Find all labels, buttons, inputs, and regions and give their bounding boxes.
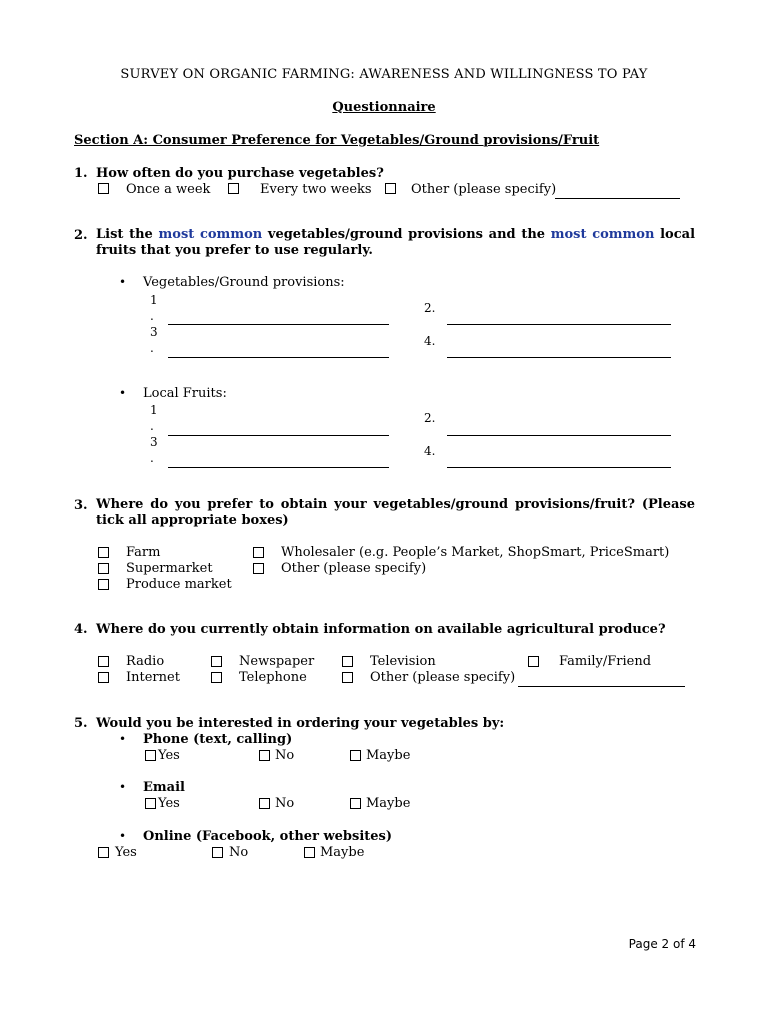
- q2-text-part3: local fruits that you prefer to use regularly.: [96, 227, 696, 258]
- bullet-icon: •: [119, 732, 127, 746]
- q2-fruit-line-3[interactable]: [168, 467, 389, 468]
- q2-text: [96, 227, 695, 259]
- q4-option-family-friend: Family/Friend: [559, 654, 652, 669]
- q2-fruit-line-1[interactable]: [168, 435, 389, 436]
- q2-veg-line-1[interactable]: [168, 324, 389, 325]
- q4-option-telephone: Telephone: [239, 670, 307, 685]
- bullet-icon: •: [119, 829, 127, 843]
- q1-checkbox-other[interactable]: [385, 183, 396, 194]
- q3-number: 3.: [74, 498, 88, 513]
- q4-option-television: Television: [370, 654, 436, 669]
- q4-option-other: Other (please specify): [370, 670, 516, 685]
- q5-phone-no: No: [275, 748, 295, 763]
- q3-option-other: Other (please specify): [281, 561, 427, 576]
- q3-checkbox-wholesaler[interactable]: [253, 547, 264, 558]
- q5-online-maybe-checkbox[interactable]: [304, 847, 315, 858]
- q5-email-yes: Yes: [158, 796, 180, 811]
- q5-email-no: No: [275, 796, 295, 811]
- q3-option-supermarket: Supermarket: [126, 561, 213, 576]
- questionnaire-heading: Questionnaire: [332, 100, 436, 115]
- q4-option-radio: Radio: [126, 654, 165, 669]
- q5-text: Would you be interested in ordering your vegetables by:: [96, 716, 505, 731]
- document-title: SURVEY ON ORGANIC FARMING: AWARENESS AND WILLINGNESS TO PAY: [120, 67, 648, 82]
- q5-online-no: No: [229, 845, 249, 860]
- q2-veg-num-4: 4.: [424, 334, 436, 348]
- q5-number: 5.: [74, 716, 88, 731]
- q5-online-yes-checkbox[interactable]: [98, 847, 109, 858]
- q5-phone-label: Phone (text, calling): [143, 732, 293, 747]
- q5-phone-maybe: Maybe: [366, 748, 411, 763]
- q2-text-part1: List the: [96, 227, 159, 242]
- q1-option-once-week: Once a week: [126, 182, 211, 197]
- q2-fruit-num-2: 2.: [424, 411, 436, 425]
- q1-checkbox-two-weeks[interactable]: [228, 183, 239, 194]
- q3-checkbox-farm[interactable]: [98, 547, 109, 558]
- q3-checkbox-supermarket[interactable]: [98, 563, 109, 574]
- q3-checkbox-produce-market[interactable]: [98, 579, 109, 590]
- q2-veg-num-1: 1: [150, 293, 158, 307]
- q3-option-farm: Farm: [126, 545, 161, 560]
- q5-email-maybe: Maybe: [366, 796, 411, 811]
- q2-number: 2.: [74, 228, 88, 243]
- q2-veg-dot-1: .: [150, 309, 154, 323]
- q2-veg-label: Vegetables/Ground provisions:: [143, 275, 345, 290]
- q5-email-no-checkbox[interactable]: [259, 798, 270, 809]
- q5-phone-maybe-checkbox[interactable]: [350, 750, 361, 761]
- q2-fruit-dot-3: .: [150, 451, 154, 465]
- q2-text-part2: vegetables/ground provisions and the: [262, 227, 551, 242]
- q2-fruit-num-3: 3: [150, 435, 158, 449]
- q1-number: 1.: [74, 166, 88, 181]
- q1-other-line[interactable]: [555, 198, 680, 199]
- q4-checkbox-internet[interactable]: [98, 672, 109, 683]
- q2-fruit-line-4[interactable]: [447, 467, 671, 468]
- q5-phone-yes-checkbox[interactable]: [145, 750, 156, 761]
- q3-checkbox-other[interactable]: [253, 563, 264, 574]
- q4-checkbox-telephone[interactable]: [211, 672, 222, 683]
- q2-fruit-num-1: 1: [150, 403, 158, 417]
- q2-veg-line-4[interactable]: [447, 357, 671, 358]
- q5-online-label: Online (Facebook, other websites): [143, 829, 392, 844]
- q5-email-label: Email: [143, 780, 185, 795]
- q2-highlight-1: most common: [158, 227, 263, 242]
- q4-other-line[interactable]: [518, 686, 685, 687]
- q4-text: Where do you currently obtain information on available agricultural produce?: [96, 622, 666, 637]
- q1-option-two-weeks: Every two weeks: [260, 182, 372, 197]
- q4-checkbox-other[interactable]: [342, 672, 353, 683]
- q5-email-yes-checkbox[interactable]: [145, 798, 156, 809]
- q5-phone-no-checkbox[interactable]: [259, 750, 270, 761]
- q2-veg-line-3[interactable]: [168, 357, 389, 358]
- q1-checkbox-once-week[interactable]: [98, 183, 109, 194]
- q5-phone-yes: Yes: [158, 748, 180, 763]
- q2-fruit-num-4: 4.: [424, 444, 436, 458]
- page-number: Page 2 of 4: [628, 937, 696, 951]
- section-a-heading: Section A: Consumer Preference for Vegetables/Ground provisions/Fruit: [74, 133, 600, 148]
- q4-checkbox-family-friend[interactable]: [528, 656, 539, 667]
- q1-option-other: Other (please specify): [411, 182, 557, 197]
- q2-veg-num-2: 2.: [424, 301, 436, 315]
- q5-online-maybe: Maybe: [320, 845, 365, 860]
- q4-checkbox-radio[interactable]: [98, 656, 109, 667]
- q5-email-maybe-checkbox[interactable]: [350, 798, 361, 809]
- q5-online-yes: Yes: [115, 845, 137, 860]
- q2-fruit-dot-1: .: [150, 419, 154, 433]
- q1-text: How often do you purchase vegetables?: [96, 166, 384, 181]
- q3-option-produce-market: Produce market: [126, 577, 232, 592]
- bullet-icon: •: [119, 386, 127, 400]
- q4-option-newspaper: Newspaper: [239, 654, 315, 669]
- q2-veg-line-2[interactable]: [447, 324, 671, 325]
- q5-online-no-checkbox[interactable]: [212, 847, 223, 858]
- q4-number: 4.: [74, 622, 88, 637]
- q4-checkbox-newspaper[interactable]: [211, 656, 222, 667]
- q2-highlight-2: most common: [550, 227, 655, 242]
- q2-fruit-line-2[interactable]: [447, 435, 671, 436]
- q2-veg-dot-3: .: [150, 341, 154, 355]
- q4-option-internet: Internet: [126, 670, 180, 685]
- q2-fruit-label: Local Fruits:: [143, 386, 227, 401]
- q2-veg-num-3: 3: [150, 325, 158, 339]
- bullet-icon: •: [119, 275, 127, 289]
- q4-checkbox-television[interactable]: [342, 656, 353, 667]
- q3-option-wholesaler: Wholesaler (e.g. People’s Market, ShopSmart, PriceSmart): [281, 545, 670, 560]
- q3-text: Where do you prefer to obtain your vegetables/ground provisions/fruit? (Please tick all appropriate boxes): [96, 497, 695, 528]
- bullet-icon: •: [119, 780, 127, 794]
